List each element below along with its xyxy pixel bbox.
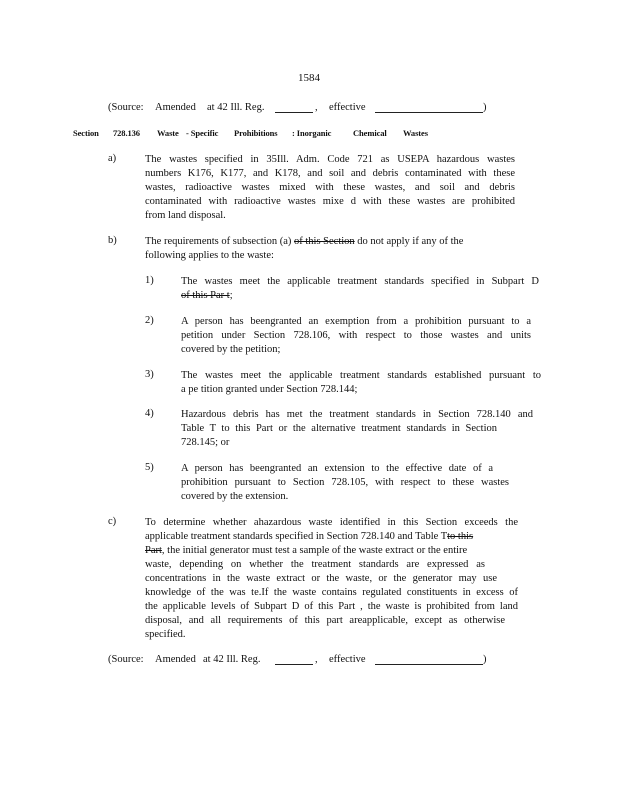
text-line: waste, depending on whether the treatment standards are expressed as: [145, 559, 485, 570]
source-effective: effective: [329, 102, 366, 113]
subitem-2-text: [181, 315, 531, 357]
heading-waste: Waste: [157, 128, 179, 138]
subitem-label-4: 4): [145, 408, 154, 419]
text-line: contaminated with radioactive wastes mixe d with these wastes are prohibited: [145, 196, 515, 207]
source-register: at 42 Ill. Reg.: [207, 102, 265, 113]
page-number: 1584: [298, 72, 320, 84]
effective-blank: [375, 102, 483, 113]
source-amended: Amended: [155, 102, 196, 113]
source-close: ): [483, 102, 487, 113]
text-segment: ;: [229, 290, 233, 301]
text-segment: The requirements of subsection (a): [145, 236, 292, 247]
text-line: To determine whether ahazardous waste identified in this Section exceeds the: [145, 517, 518, 528]
text-line: The wastes meet the applicable treatment standards established pursuant to: [181, 370, 541, 381]
text-line: Hazardous debris has met the treatment standards in Section 728.140 and: [181, 409, 533, 420]
text-line: prohibition pursuant to Section 728.105, with respect to these wastes: [181, 477, 509, 488]
struck-text: to this: [447, 531, 474, 542]
text-line: knowledge of the was te.If the waste contains regulated constituents in excess of: [145, 587, 518, 598]
heading-specific: - Specific: [186, 128, 219, 138]
source-line-top: [0, 102, 618, 116]
text-line: numbers K176, K177, and K178, and soil and debris contaminated with these: [145, 168, 515, 179]
subitem-4-text: [181, 408, 533, 450]
heading-number: 728.136: [113, 128, 140, 138]
source-register: at 42 Ill. Reg.: [203, 654, 261, 665]
struck-text: Part: [145, 545, 162, 556]
source-effective: effective: [329, 654, 366, 665]
text-segment: applicable treatment standards specified in Section 728.140 and Table T: [145, 531, 448, 542]
item-a-text: [145, 153, 515, 223]
text-line: A person has beengranted an exemption from a prohibition pursuant to a: [181, 316, 531, 327]
text-segment: , the initial generator must test a sample of the waste extract or the entire: [161, 545, 468, 556]
subitem-label-1: 1): [145, 275, 154, 286]
source-amended: Amended: [155, 654, 196, 665]
register-blank: [275, 102, 313, 113]
text-line: covered by the petition;: [181, 344, 281, 355]
subitem-label-3: 3): [145, 369, 154, 380]
text-line: from land disposal.: [145, 210, 226, 221]
register-blank: [275, 654, 313, 665]
text-line: 728.145; or: [181, 437, 230, 448]
text-line: A person has beengranted an extension to the effective date of a: [181, 463, 493, 474]
heading-section: Section: [73, 128, 99, 138]
effective-blank: [375, 654, 483, 665]
text-line: [145, 530, 518, 544]
item-label-a: a): [108, 153, 117, 164]
source-comma: ,: [315, 654, 318, 665]
subitem-label-2: 2): [145, 315, 154, 326]
heading-wastes: Wastes: [403, 128, 428, 138]
text-segment: do not apply if any of the: [357, 236, 464, 247]
item-label-c: c): [108, 516, 117, 527]
subitem-3-text: [181, 369, 541, 397]
text-line: specified.: [145, 629, 186, 640]
heading-chemical: Chemical: [353, 128, 387, 138]
text-line: [145, 544, 518, 558]
section-heading: [73, 128, 618, 140]
struck-text: of this Section: [294, 236, 355, 247]
text-line: concentrations in the waste extract or the waste, or the generator may use: [145, 573, 497, 584]
source-comma: ,: [315, 102, 318, 113]
item-b-text: [145, 235, 507, 263]
text-line: the applicable levels of Subpart D of this Part , the waste is prohibited from land: [145, 601, 518, 612]
struck-text: of this Par t: [181, 290, 230, 301]
text-line: [181, 289, 539, 303]
source-close: ): [483, 654, 487, 665]
text-line: Table T to this Part or the alternative treatment standards in Section: [181, 423, 497, 434]
heading-prohibitions: Prohibitions: [234, 128, 278, 138]
text-line: a pe tition granted under Section 728.144;: [181, 384, 358, 395]
item-label-b: b): [108, 235, 117, 246]
source-label: (Source:: [108, 654, 144, 665]
item-c-text: [145, 516, 518, 642]
subitem-1-text: [181, 275, 539, 303]
text-line: wastes, radioactive wastes mixed with these wastes, and soil and debris: [145, 182, 515, 193]
subitem-label-5: 5): [145, 462, 154, 473]
heading-inorganic: : Inorganic: [292, 128, 332, 138]
text-line: [145, 235, 507, 249]
text-line: The wastes meet the applicable treatment standards specified in Subpart D: [181, 276, 539, 287]
source-label: (Source:: [108, 102, 144, 113]
text-line: following applies to the waste:: [145, 250, 274, 261]
text-line: The wastes specified in 35Ill. Adm. Code 721 as USEPA hazardous wastes: [145, 154, 515, 165]
source-line-bottom: [0, 654, 618, 668]
text-line: petition under Section 728.106, with respect to those wastes and units: [181, 330, 531, 341]
text-line: disposal, and all requirements of this part areapplicable, except as otherwise: [145, 615, 505, 626]
subitem-5-text: [181, 462, 509, 504]
text-line: covered by the extension.: [181, 491, 289, 502]
